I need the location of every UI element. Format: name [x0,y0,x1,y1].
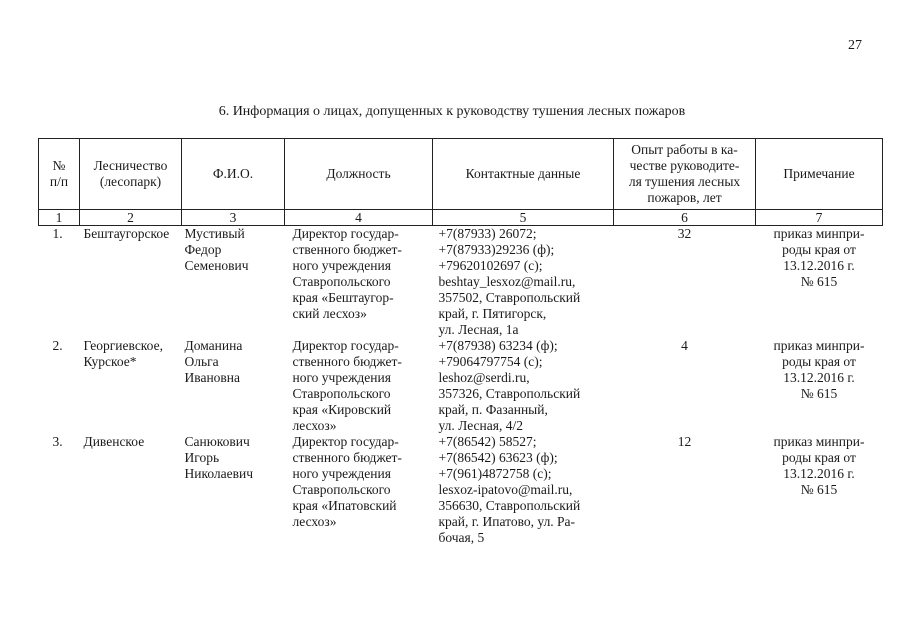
text-line: Игорь [184,450,220,465]
forestry-cell [80,226,182,339]
text-line: № 615 [800,274,838,289]
text-line: 13.12.2016 г. [783,466,855,481]
row-number: 3. [52,434,63,449]
text-line: +7(87938) 63234 (ф); [438,338,558,353]
note-cell [756,226,883,339]
text-line: 357502, Ставропольский [438,290,581,305]
text-line: Ставропольского [292,386,391,401]
text-line: приказ минпри- [773,226,865,241]
text-line: Должность [326,166,391,181]
name-cell [182,434,285,546]
column-number: 4 [285,210,433,226]
text-line: (лесопарк) [99,174,162,189]
text-line: ский лесхоз» [292,306,367,321]
text-line: бочая, 5 [438,530,485,545]
column-number: 7 [756,210,883,226]
text-line: 356630, Ставропольский [438,498,581,513]
text-line: ственного бюджет- [292,354,402,369]
text-line: 13.12.2016 г. [783,370,855,385]
text-line: Примечание [783,166,855,181]
text-line: Доманина [184,338,243,353]
table-row [39,434,883,546]
text-line: Контактные данные [465,166,581,181]
text-line: Федор [184,242,222,257]
text-line: ственного бюджет- [292,242,402,257]
text-line: +7(86542) 58527; [438,434,537,449]
text-line: beshtay_lesxoz@mail.ru, [438,274,576,289]
header-name [182,139,285,210]
column-number: 1 [39,210,80,226]
table-row [39,226,883,339]
text-line: лесхоз» [292,418,337,433]
header-row [39,139,883,210]
position-cell [285,226,433,339]
text-line: Директор государ- [292,338,399,353]
text-line: Семенович [184,258,249,273]
text-line: +7(87933)29236 (ф); [438,242,555,257]
text-line: Директор государ- [292,434,399,449]
text-line: край, г. Пятигорск, [438,306,547,321]
table-row [39,338,883,434]
text-line: пожаров, лет [647,190,722,205]
contacts-cell [433,226,614,339]
text-line: № [52,158,66,173]
header-number [39,139,80,210]
name-cell [182,338,285,434]
text-line: ул. Лесная, 1а [438,322,519,337]
text-line: Дивенское [83,434,145,449]
text-line: Ставропольского [292,274,391,289]
experience-cell: 4 [681,338,688,353]
text-line: край, п. Фазанный, [438,402,548,417]
text-line: Бештаугорское [83,226,170,241]
text-line: +79064797754 (с); [438,354,543,369]
text-line: п/п [49,174,69,189]
text-line: Ставропольского [292,482,391,497]
text-line: роды края от [782,450,856,465]
text-line: Ф.И.О. [212,166,254,181]
column-number: 5 [433,210,614,226]
forestry-cell [80,434,182,546]
contacts-cell [433,434,614,546]
text-line: Санюкович [184,434,250,449]
page-number: 27 [848,38,862,53]
experience-cell: 12 [677,434,692,449]
column-number: 6 [614,210,756,226]
text-line: Опыт работы в ка- [631,142,738,157]
text-line: Николаевич [184,466,254,481]
text-line: ного учреждения [292,466,391,481]
text-line: Ольга [184,354,219,369]
text-line: № 615 [800,386,838,401]
text-line: приказ минпри- [773,338,865,353]
text-line: ного учреждения [292,370,391,385]
text-line: лесхоз» [292,514,337,529]
text-line: ул. Лесная, 4/2 [438,418,523,433]
text-line: lesxoz-ipatovo@mail.ru, [438,482,573,497]
text-line: +7(961)4872758 (с); [438,466,552,481]
note-cell [756,338,883,434]
text-line: Ивановна [184,370,241,385]
header-note [756,139,883,210]
text-line: +7(87933) 26072; [438,226,537,241]
text-line: приказ минпри- [773,434,865,449]
text-line: leshoz@serdi.ru, [438,370,530,385]
header-contacts [433,139,614,210]
text-line: Курское* [83,354,137,369]
column-numbers-row [39,210,883,226]
header-experience [614,139,756,210]
text-line: +79620102697 (с); [438,258,543,273]
row-number: 1. [52,226,63,241]
text-line: края «Бештаугор- [292,290,394,305]
column-number: 2 [80,210,182,226]
text-line: Георгиевское, [83,338,163,353]
persons-table [38,138,883,546]
text-line: ного учреждения [292,258,391,273]
text-line: +7(86542) 63623 (ф); [438,450,558,465]
experience-cell: 32 [677,226,692,241]
name-cell [182,226,285,339]
column-number: 3 [182,210,285,226]
header-position [285,139,433,210]
text-line: Директор государ- [292,226,399,241]
text-line: ля тушения лесных [628,174,741,189]
text-line: честве руководите- [629,158,740,173]
note-cell [756,434,883,546]
section-title: 6. Информация о лицах, допущенных к руководству тушения лесных пожаров [218,104,686,119]
text-line: № 615 [800,482,838,497]
text-line: 357326, Ставропольский [438,386,581,401]
text-line: края «Ипатовский [292,498,397,513]
row-number: 2. [52,338,63,353]
text-line: роды края от [782,242,856,257]
header-forestry [80,139,182,210]
position-cell [285,338,433,434]
contacts-cell [433,338,614,434]
text-line: 13.12.2016 г. [783,258,855,273]
text-line: края «Кировский [292,402,392,417]
text-line: край, г. Ипатово, ул. Ра- [438,514,576,529]
position-cell [285,434,433,546]
forestry-cell [80,338,182,434]
text-line: Лесничество [93,158,168,173]
text-line: роды края от [782,354,856,369]
text-line: ственного бюджет- [292,450,402,465]
text-line: Мустивый [184,226,245,241]
